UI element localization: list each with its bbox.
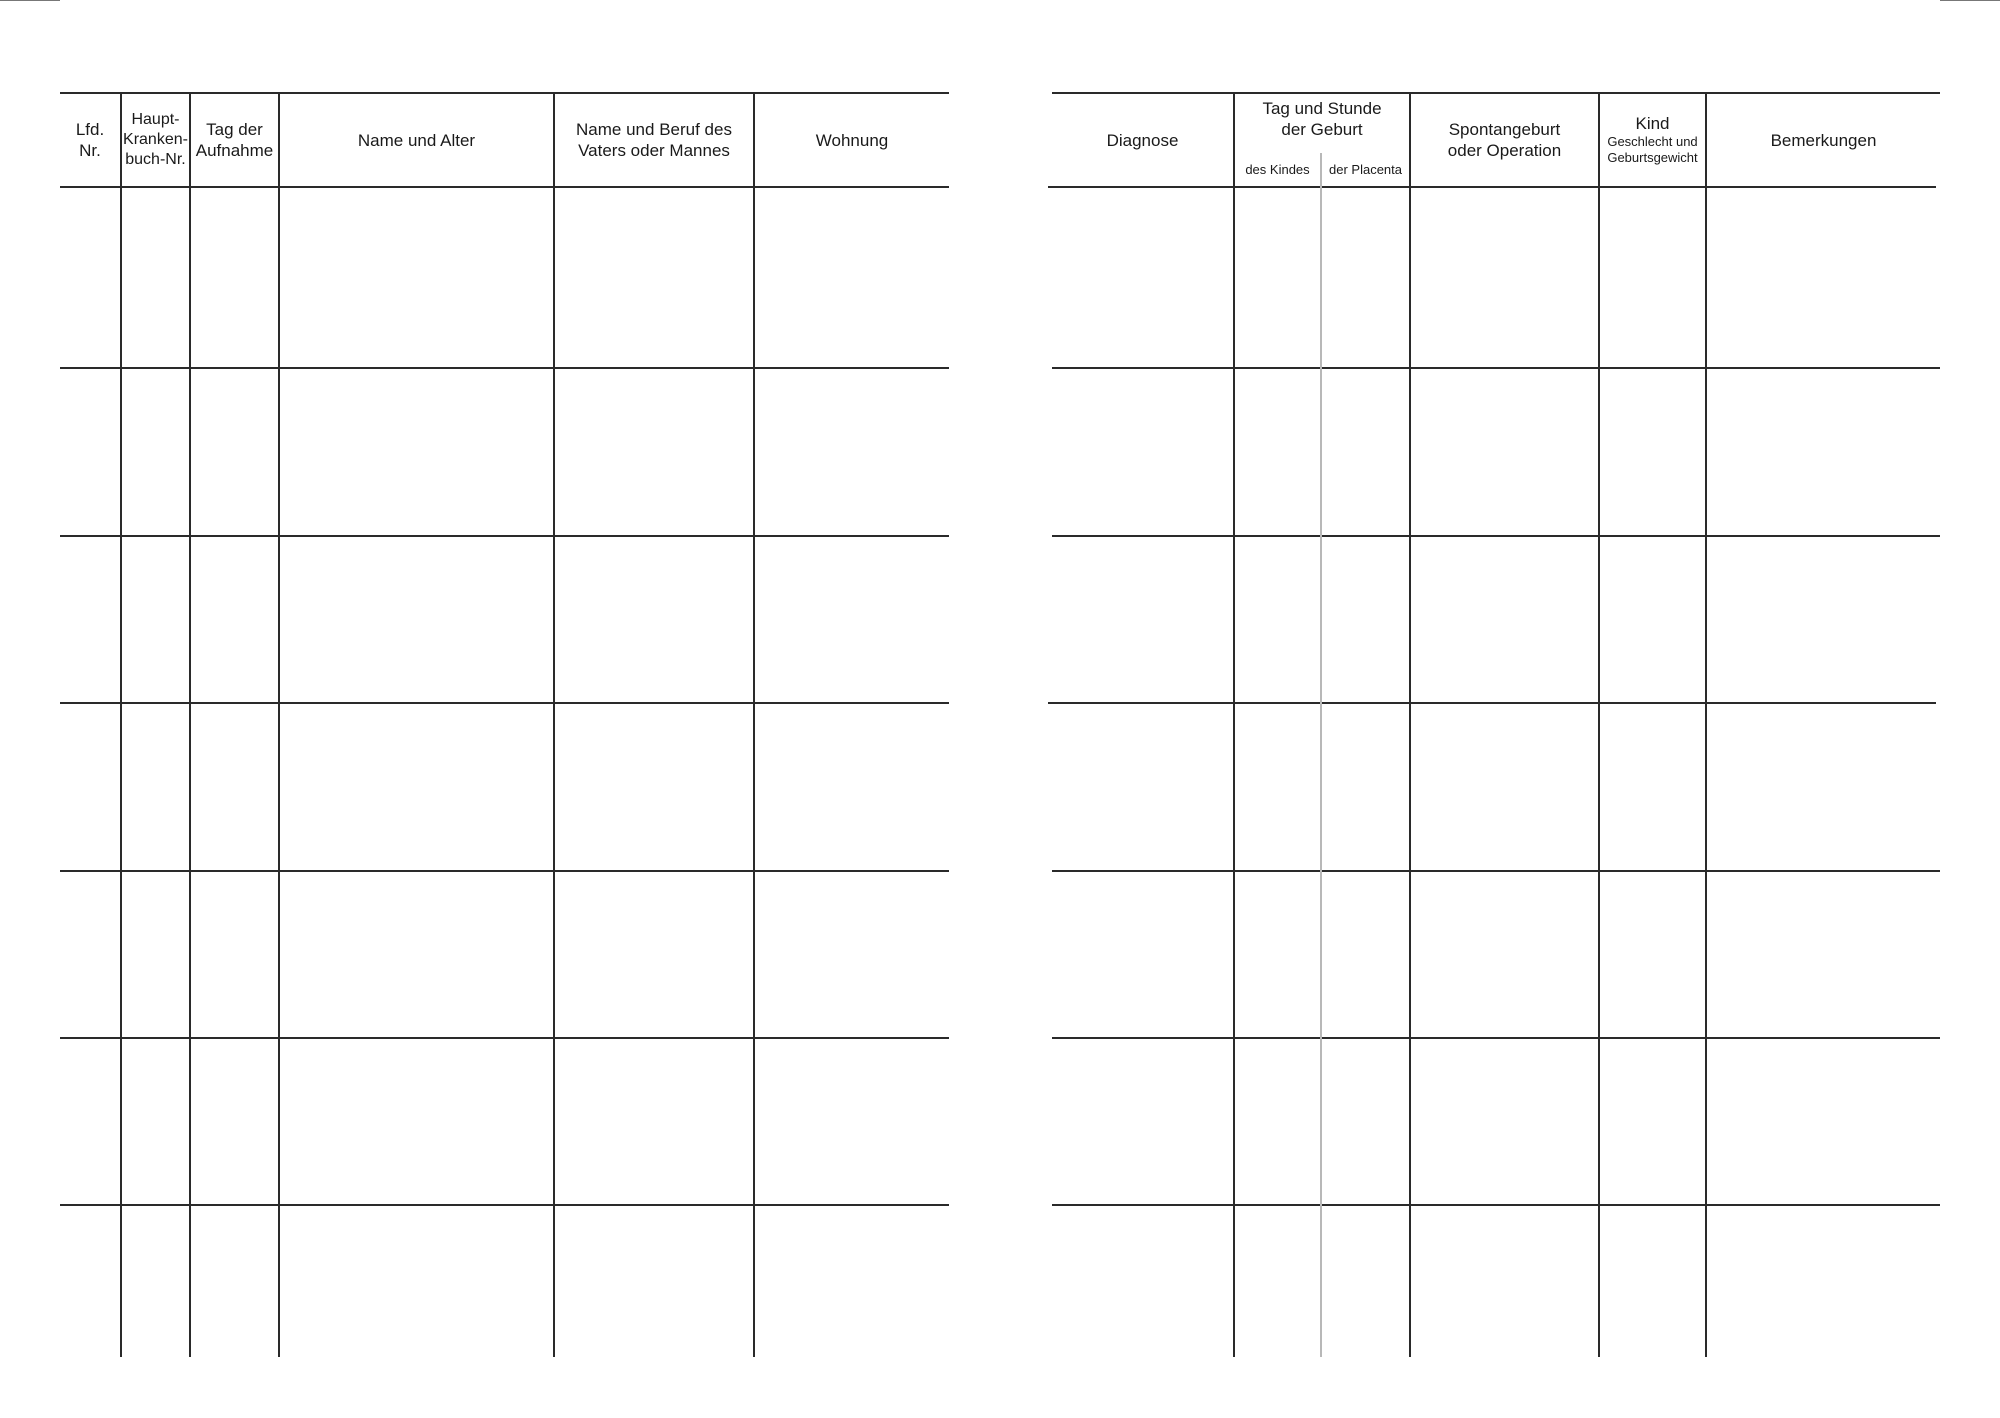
right-row-divider [1052,1204,1940,1206]
left-column-divider [278,92,280,1357]
header-hauptkrankenbuch-nr: Haupt- Kranken- buch-Nr. [123,111,188,168]
header-name-und-beruf: Name und Beruf des Vaters oder Mannes [576,120,732,160]
right-column-divider [1233,92,1235,1357]
crop-mark-left [0,0,60,1]
header-bemerkungen: Bemerkungen [1770,130,1877,150]
left-row-divider [60,870,949,872]
header-des-kindes: des Kindes [1245,161,1310,177]
header-kind-subtitle: Geschlecht und Geburtsgewicht [1607,134,1698,165]
left-column-divider [120,92,122,1357]
left-row-divider [60,1204,949,1206]
header-lfd-nr: Lfd. Nr. [75,120,105,160]
header-name-und-alter: Name und Alter [357,130,476,150]
left-column-divider [753,92,755,1357]
header-tag-und-stunde: Tag und Stunde der Geburt [1262,99,1382,139]
crop-mark-right [1940,0,2000,1]
right-header-bottom-border [1048,186,1936,188]
header-diagnose: Diagnose [1106,130,1179,150]
right-row-divider [1052,367,1940,369]
header-wohnung: Wohnung [815,130,889,150]
left-row-divider [60,702,949,704]
right-column-divider [1409,92,1411,1357]
left-row-divider [60,1037,949,1039]
right-row-divider [1052,1037,1940,1039]
right-column-divider [1705,92,1707,1357]
right-row-divider [1052,870,1940,872]
header-tag-der-aufnahme: Tag der Aufnahme [195,120,274,160]
left-column-divider [189,92,191,1357]
header-der-placenta: der Placenta [1329,161,1402,177]
right-row-divider [1048,702,1936,704]
left-header-bottom-border [60,186,949,188]
birth-time-subdivider [1320,153,1322,1357]
left-row-divider [60,367,949,369]
header-kind-title: Kind [1635,114,1670,133]
header-spontangeburt: Spontangeburt oder Operation [1447,120,1562,160]
right-row-divider [1052,535,1940,537]
right-column-divider [1598,92,1600,1357]
left-row-divider [60,535,949,537]
left-column-divider [553,92,555,1357]
header-kind [1600,94,1705,186]
